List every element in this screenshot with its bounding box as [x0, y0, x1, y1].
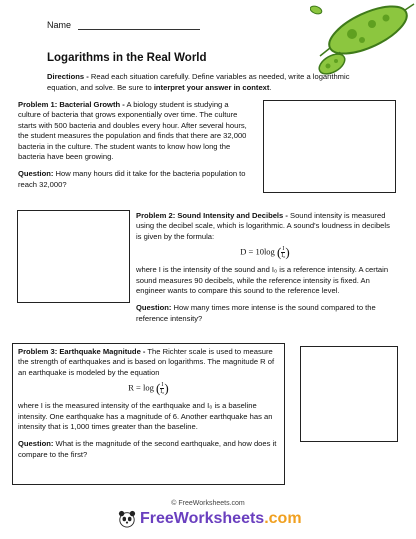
freeworksheets-logo[interactable]: FreeWorksheets.com [140, 510, 302, 527]
problem-2-body: Sound intensity is measured using the decibel scale, which is logarithmic. A sound's loudness in decibels is given by the formula: [136, 211, 390, 241]
problem-3-box [12, 343, 285, 485]
problem-1 [18, 100, 250, 197]
bacteria-illustration [310, 0, 416, 80]
footer-url[interactable]: © FreeWorksheets.com [171, 500, 245, 507]
bacteria-tiny-icon [310, 5, 323, 16]
problem-3-question-label: Question: [18, 439, 54, 449]
name-label: Name [47, 20, 72, 30]
directions-emphasis: interpret your answer in context [153, 83, 270, 92]
problem-1-question: How many hours did it take for the bacteria population to reach 32,000? [18, 169, 246, 189]
name-field-line[interactable] [78, 29, 200, 30]
problem-2-heading: Problem 2: Sound Intensity and Decibels - [136, 211, 288, 220]
decibel-equation: D = 10log ( $\frac{I}{\text{I₀}}$ ) [240, 244, 290, 260]
problem-1-body: A biology student is studying a culture of bacteria that grows exponentially over time. The culture starts with 500 bacteria and doubles every hour. After several hours, the student measures the population and finds that there are 32,000 bacteria in the culture. The student wants to know how long the bacteria have been growing. [18, 100, 247, 162]
page-title: Logarithms in the Real World [47, 52, 207, 64]
panda-logo-icon [118, 510, 136, 528]
problem-3-question: What is the magnitude of the second earthquake, and how does it compare to the first? [18, 439, 277, 459]
problem-1-heading: Problem 1: Bacterial Growth - [18, 100, 125, 109]
problem-2-answer-box[interactable] [17, 210, 130, 303]
problem-1-answer-box[interactable] [263, 100, 396, 193]
directions-text: Read each situation carefully. Define variables as needed, write a logarithmic equation, and solve. Be sure to [47, 72, 350, 92]
problem-3-body: The Richter scale is used to measure the strength of earthquakes and is based on logarithms. The magnitude R of an earthquake is modeled by the equation [18, 347, 275, 377]
problem-2-after: where I is the intensity of the sound and I₀ is a reference intensity. A certain sound measures 90 decibels, while the reference intensity is fixed. An engineer wants to compare this sound to the reference level. [136, 265, 389, 296]
problem-3-answer-box[interactable] [300, 346, 398, 442]
directions-end: . [269, 83, 272, 92]
problem-2-question-label: Question: [136, 303, 172, 313]
problem-2 [136, 211, 394, 331]
problem-1-question-label: Question: [18, 169, 54, 179]
directions-label: Directions - [47, 72, 89, 81]
problem-3-heading: Problem 3: Earthquake Magnitude - [18, 347, 146, 356]
problem-2-question: How many times more intense is the sound compared to the reference intensity? [136, 303, 376, 323]
richter-equation: R = log ( $\frac{I}{\text{I₀}}$ ) [128, 380, 169, 396]
problem-3-after: where I is the measured intensity of the earthquake and I₀ is a baseline intensity. One earthquake has a magnitude of 6. Another earthquake has an intensity that is 1,000 times greater than the baseline. [18, 401, 273, 432]
directions [47, 71, 365, 93]
bacteria-icon [320, 0, 414, 63]
